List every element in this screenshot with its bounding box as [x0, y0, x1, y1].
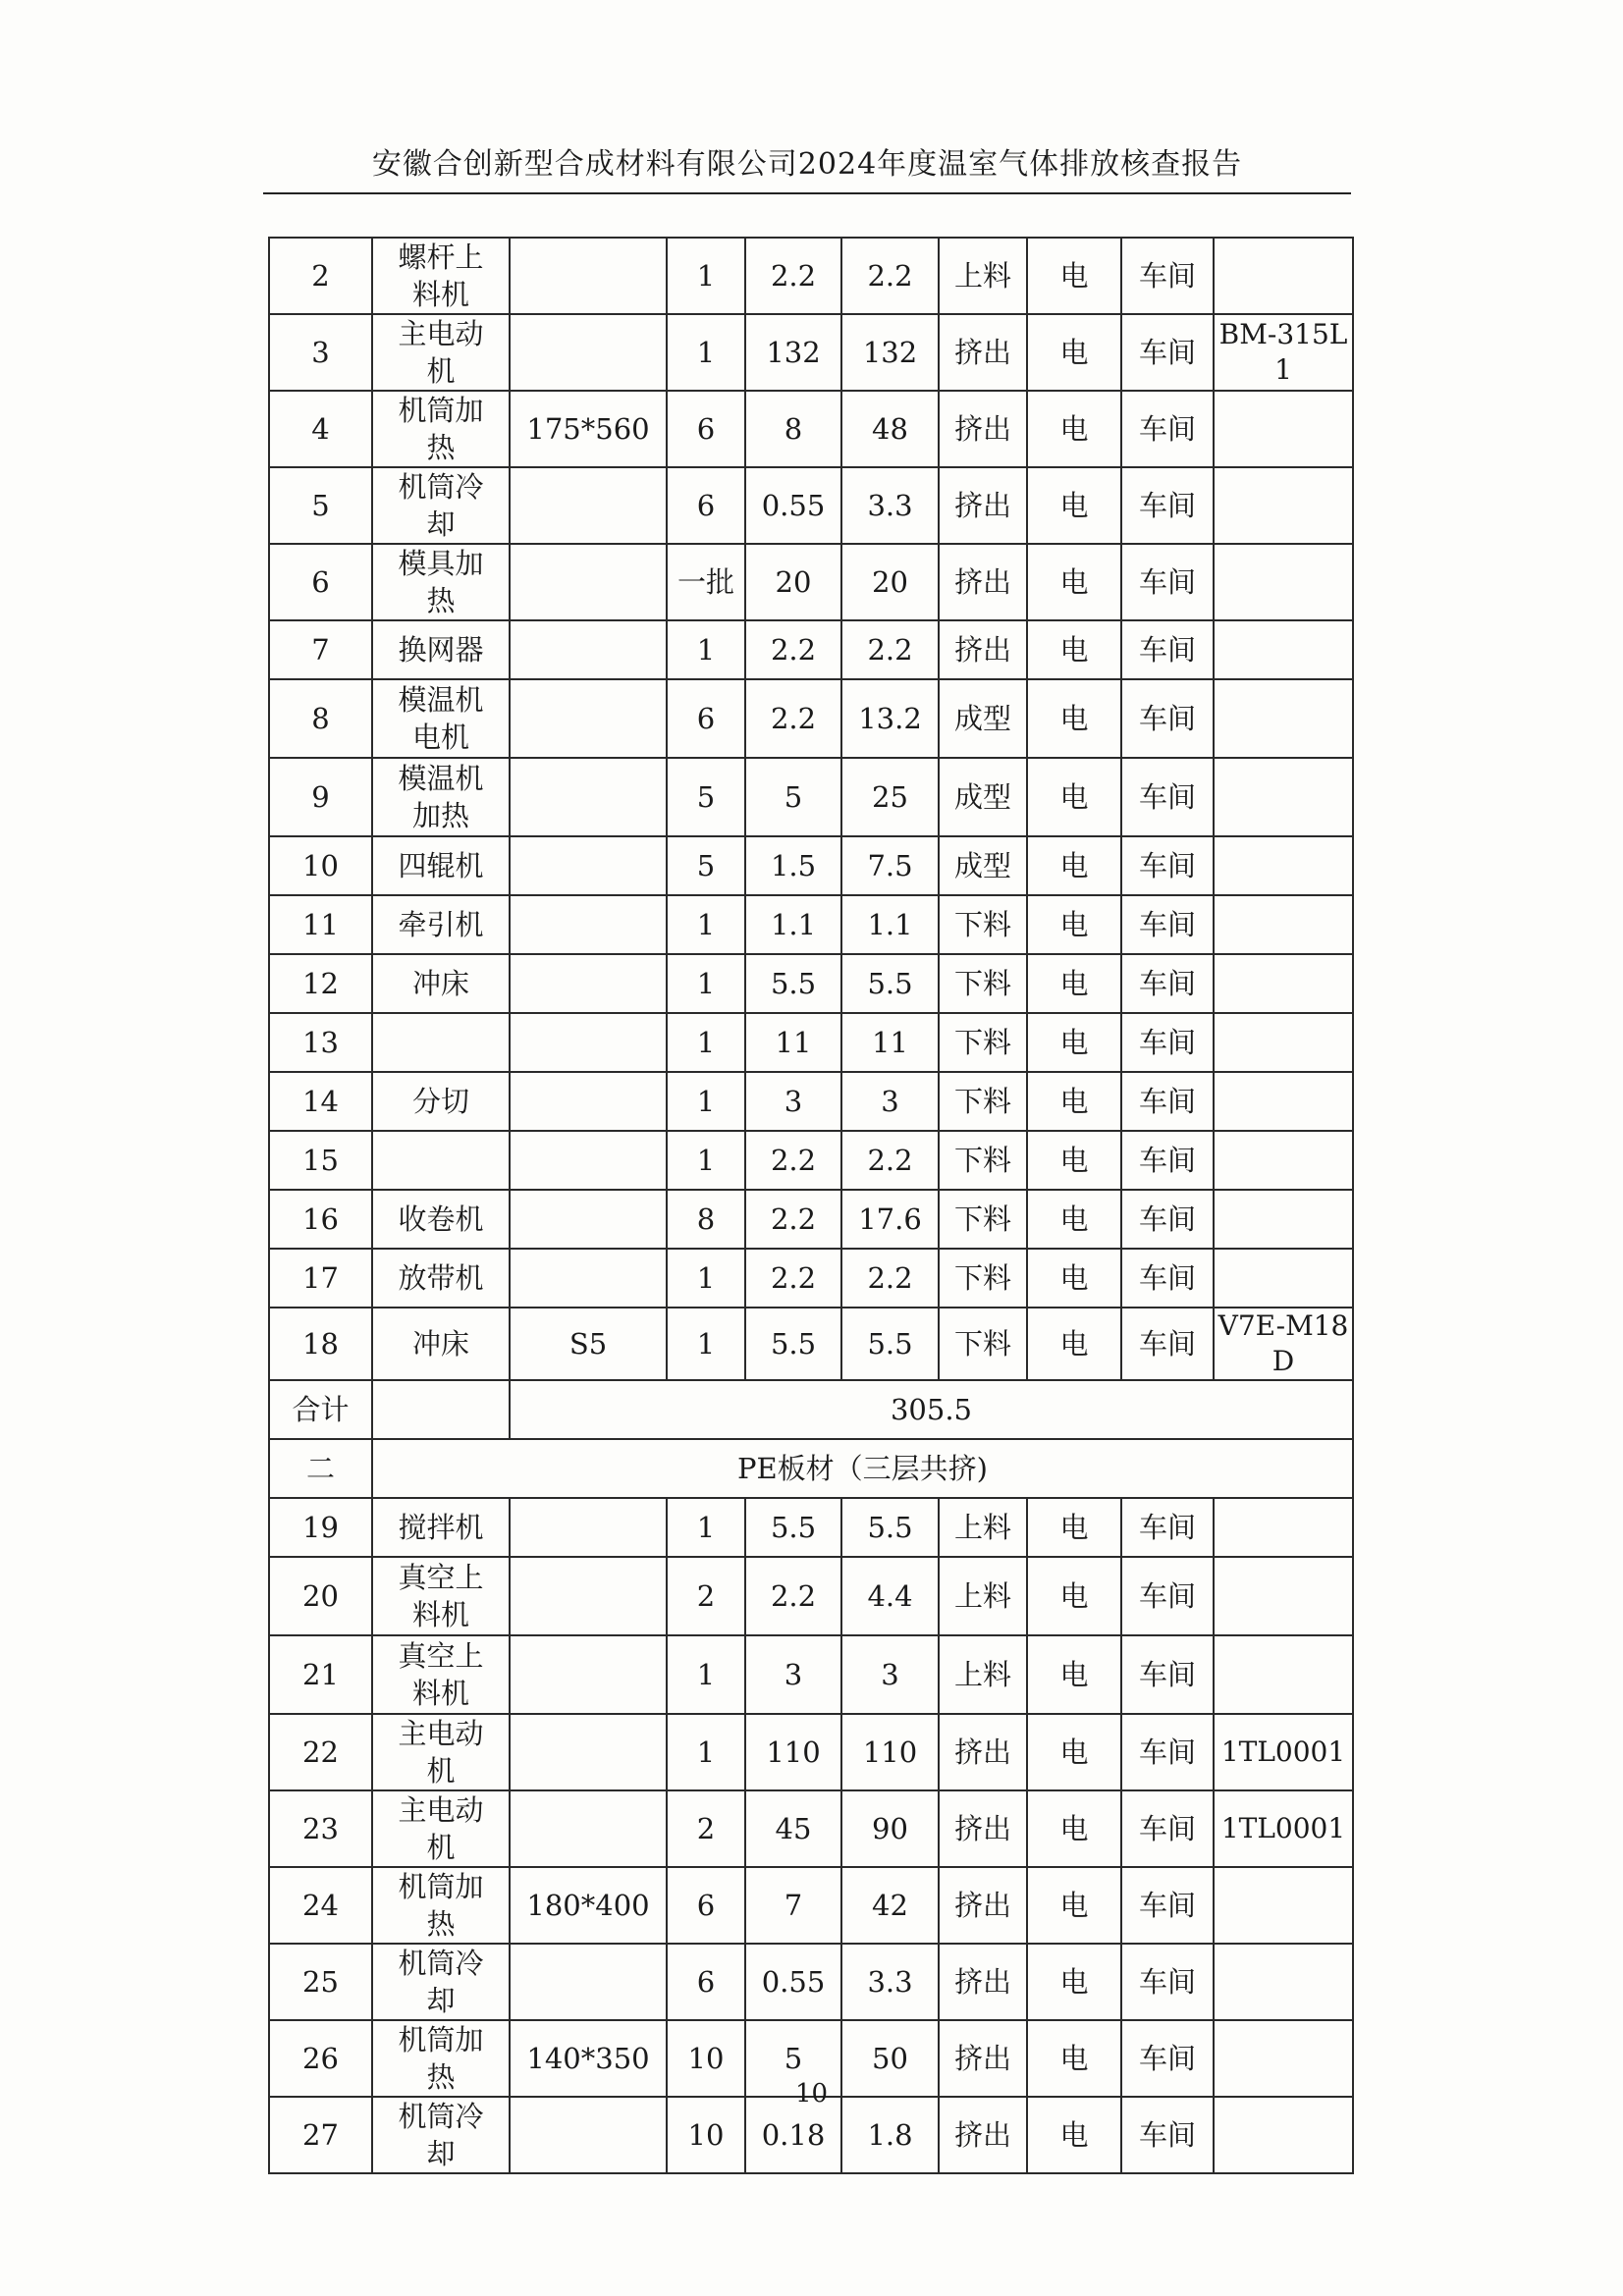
cell-name: 机筒加热: [372, 2020, 510, 2097]
cell-process: 上料: [939, 1498, 1027, 1557]
cell-spec: 140*350: [510, 2020, 667, 2097]
cell-qty: 1: [667, 1714, 745, 1790]
cell-total: 42: [841, 1867, 939, 1944]
cell-no: 15: [269, 1131, 372, 1190]
total-value: 305.5: [510, 1380, 1353, 1439]
cell-note: [1214, 1867, 1353, 1944]
cell-note: [1214, 1013, 1353, 1072]
header-divider: [263, 192, 1351, 194]
cell-spec: [510, 314, 667, 391]
cell-energy: 电: [1027, 2020, 1121, 2097]
cell-note: [1214, 758, 1353, 836]
cell-process: 挤出: [939, 1790, 1027, 1867]
cell-no: 2: [269, 238, 372, 314]
cell-energy: 电: [1027, 2097, 1121, 2173]
cell-power: 5.5: [745, 1498, 841, 1557]
cell-power: 3: [745, 1635, 841, 1714]
cell-location: 车间: [1121, 1072, 1214, 1131]
cell-name: 机筒加热: [372, 391, 510, 467]
cell-name: 主电动机: [372, 314, 510, 391]
cell-process: 挤出: [939, 1714, 1027, 1790]
cell-no: 16: [269, 1190, 372, 1249]
cell-process: 成型: [939, 679, 1027, 758]
cell-note: [1214, 1635, 1353, 1714]
cell-energy: 电: [1027, 1498, 1121, 1557]
cell-no: 9: [269, 758, 372, 836]
cell-location: 车间: [1121, 391, 1214, 467]
table-row: [269, 1498, 1353, 1557]
cell-power: 5.5: [745, 954, 841, 1013]
cell-qty: 1: [667, 238, 745, 314]
cell-location: 车间: [1121, 895, 1214, 954]
cell-process: 挤出: [939, 391, 1027, 467]
cell-power: 45: [745, 1790, 841, 1867]
cell-total: 2.2: [841, 1131, 939, 1190]
table-row: [269, 467, 1353, 544]
cell-energy: 电: [1027, 1790, 1121, 1867]
cell-process: 挤出: [939, 2020, 1027, 2097]
cell-power: 7: [745, 1867, 841, 1944]
cell-process: 下料: [939, 1308, 1027, 1380]
cell-location: 车间: [1121, 836, 1214, 895]
cell-location: 车间: [1121, 1714, 1214, 1790]
cell-energy: 电: [1027, 544, 1121, 620]
cell-spec: [510, 1790, 667, 1867]
cell-total: 48: [841, 391, 939, 467]
cell-spec: 175*560: [510, 391, 667, 467]
cell-location: 车间: [1121, 1867, 1214, 1944]
cell-qty: 6: [667, 1944, 745, 2020]
cell-note: 1TL0001: [1214, 1714, 1353, 1790]
cell-process: 下料: [939, 954, 1027, 1013]
cell-no: 27: [269, 2097, 372, 2173]
table-row: [269, 544, 1353, 620]
cell-name: 模温机加热: [372, 758, 510, 836]
cell-no: 8: [269, 679, 372, 758]
cell-qty: 6: [667, 679, 745, 758]
cell-location: 车间: [1121, 238, 1214, 314]
cell-name: 分切: [372, 1072, 510, 1131]
cell-name: 牵引机: [372, 895, 510, 954]
cell-note: [1214, 1072, 1353, 1131]
cell-process: 成型: [939, 836, 1027, 895]
cell-no: 13: [269, 1013, 372, 1072]
cell-total: 11: [841, 1013, 939, 1072]
cell-spec: [510, 1944, 667, 2020]
cell-note: [1214, 391, 1353, 467]
cell-name: 真空上料机: [372, 1635, 510, 1714]
cell-location: 车间: [1121, 1790, 1214, 1867]
cell-spec: [510, 1190, 667, 1249]
cell-qty: 8: [667, 1190, 745, 1249]
cell-qty: 1: [667, 1013, 745, 1072]
cell-name: 模温机电机: [372, 679, 510, 758]
cell-total: 3: [841, 1635, 939, 1714]
cell-energy: 电: [1027, 1013, 1121, 1072]
cell-note: [1214, 1190, 1353, 1249]
cell-power: 3: [745, 1072, 841, 1131]
cell-no: 10: [269, 836, 372, 895]
cell-name: 主电动机: [372, 1714, 510, 1790]
cell-no: 24: [269, 1867, 372, 1944]
cell-name: 换网器: [372, 620, 510, 679]
cell-total: 2.2: [841, 620, 939, 679]
table-row: [269, 679, 1353, 758]
cell-qty: 10: [667, 2097, 745, 2173]
cell-energy: 电: [1027, 954, 1121, 1013]
cell-energy: 电: [1027, 1190, 1121, 1249]
cell-total: 110: [841, 1714, 939, 1790]
section-title: PE板材（三层共挤): [372, 1439, 1353, 1498]
table-row: [269, 1867, 1353, 1944]
cell-energy: 电: [1027, 895, 1121, 954]
cell-no: 23: [269, 1790, 372, 1867]
cell-spec: [510, 679, 667, 758]
cell-name: 真空上料机: [372, 1557, 510, 1635]
cell-process: 下料: [939, 1131, 1027, 1190]
cell-total: 1.8: [841, 2097, 939, 2173]
cell-energy: 电: [1027, 1714, 1121, 1790]
cell-location: 车间: [1121, 314, 1214, 391]
cell-energy: 电: [1027, 836, 1121, 895]
cell-spec: [510, 238, 667, 314]
cell-location: 车间: [1121, 1249, 1214, 1308]
cell-power: 110: [745, 1714, 841, 1790]
cell-qty: 5: [667, 758, 745, 836]
cell-no: 12: [269, 954, 372, 1013]
cell-location: 车间: [1121, 544, 1214, 620]
table-row: [269, 1013, 1353, 1072]
cell-energy: 电: [1027, 1944, 1121, 2020]
total-empty-cell: [372, 1380, 510, 1439]
cell-location: 车间: [1121, 1498, 1214, 1557]
cell-process: 上料: [939, 1557, 1027, 1635]
cell-spec: [510, 1072, 667, 1131]
cell-spec: [510, 954, 667, 1013]
cell-total: 2.2: [841, 1249, 939, 1308]
cell-name: 放带机: [372, 1249, 510, 1308]
cell-no: 17: [269, 1249, 372, 1308]
cell-spec: [510, 467, 667, 544]
cell-power: 2.2: [745, 1249, 841, 1308]
cell-location: 车间: [1121, 954, 1214, 1013]
cell-power: 20: [745, 544, 841, 620]
cell-location: 车间: [1121, 2020, 1214, 2097]
cell-qty: 6: [667, 391, 745, 467]
table-row: [269, 238, 1353, 314]
section-number: 二: [269, 1439, 372, 1498]
cell-energy: 电: [1027, 620, 1121, 679]
cell-power: 0.18: [745, 2097, 841, 2173]
cell-process: 下料: [939, 1072, 1027, 1131]
table-row: [269, 1790, 1353, 1867]
table-row: [269, 1714, 1353, 1790]
total-row: [269, 1380, 1353, 1439]
cell-total: 25: [841, 758, 939, 836]
table-row: [269, 1249, 1353, 1308]
cell-energy: 电: [1027, 1131, 1121, 1190]
cell-qty: 一批: [667, 544, 745, 620]
cell-energy: 电: [1027, 238, 1121, 314]
cell-energy: 电: [1027, 1867, 1121, 1944]
cell-spec: [510, 1557, 667, 1635]
equipment-table-body: [269, 238, 1353, 2173]
cell-note: [1214, 1131, 1353, 1190]
cell-energy: 电: [1027, 758, 1121, 836]
cell-location: 车间: [1121, 1635, 1214, 1714]
cell-qty: 1: [667, 314, 745, 391]
cell-spec: [510, 620, 667, 679]
cell-total: 2.2: [841, 238, 939, 314]
cell-total: 3: [841, 1072, 939, 1131]
cell-total: 3.3: [841, 467, 939, 544]
cell-location: 车间: [1121, 620, 1214, 679]
cell-name: 搅拌机: [372, 1498, 510, 1557]
cell-spec: S5: [510, 1308, 667, 1380]
cell-name: 机筒冷却: [372, 1944, 510, 2020]
cell-spec: 180*400: [510, 1867, 667, 1944]
cell-qty: 1: [667, 1308, 745, 1380]
cell-total: 132: [841, 314, 939, 391]
cell-no: 11: [269, 895, 372, 954]
cell-qty: 5: [667, 836, 745, 895]
cell-location: 车间: [1121, 1013, 1214, 1072]
cell-no: 25: [269, 1944, 372, 2020]
cell-name: 模具加热: [372, 544, 510, 620]
cell-qty: 1: [667, 1635, 745, 1714]
table-row: [269, 1190, 1353, 1249]
cell-process: 下料: [939, 1249, 1027, 1308]
cell-qty: 1: [667, 1131, 745, 1190]
cell-qty: 2: [667, 1557, 745, 1635]
cell-total: 5.5: [841, 1308, 939, 1380]
cell-process: 挤出: [939, 620, 1027, 679]
cell-spec: [510, 1013, 667, 1072]
cell-power: 2.2: [745, 679, 841, 758]
cell-location: 车间: [1121, 1190, 1214, 1249]
cell-process: 挤出: [939, 1944, 1027, 2020]
cell-no: 26: [269, 2020, 372, 2097]
cell-note: [1214, 954, 1353, 1013]
cell-note: [1214, 238, 1353, 314]
cell-power: 1.5: [745, 836, 841, 895]
equipment-table: [268, 237, 1354, 2174]
cell-total: 90: [841, 1790, 939, 1867]
cell-power: 2.2: [745, 620, 841, 679]
cell-note: [1214, 895, 1353, 954]
table-row: [269, 895, 1353, 954]
cell-process: 上料: [939, 1635, 1027, 1714]
cell-name: [372, 1013, 510, 1072]
cell-note: [1214, 620, 1353, 679]
cell-energy: 电: [1027, 314, 1121, 391]
table-row: [269, 620, 1353, 679]
cell-no: 20: [269, 1557, 372, 1635]
cell-power: 2.2: [745, 1131, 841, 1190]
cell-no: 18: [269, 1308, 372, 1380]
cell-qty: 1: [667, 1072, 745, 1131]
cell-name: 冲床: [372, 1308, 510, 1380]
cell-energy: 电: [1027, 1308, 1121, 1380]
cell-qty: 10: [667, 2020, 745, 2097]
cell-total: 5.5: [841, 954, 939, 1013]
cell-note: V7E-M18D: [1214, 1308, 1353, 1380]
cell-location: 车间: [1121, 1308, 1214, 1380]
cell-name: 机筒冷却: [372, 467, 510, 544]
page-number: 10: [794, 2079, 829, 2109]
cell-qty: 6: [667, 1867, 745, 1944]
cell-process: 挤出: [939, 2097, 1027, 2173]
cell-no: 4: [269, 391, 372, 467]
cell-energy: 电: [1027, 467, 1121, 544]
cell-total: 17.6: [841, 1190, 939, 1249]
cell-spec: [510, 836, 667, 895]
table-row: [269, 1557, 1353, 1635]
cell-location: 车间: [1121, 467, 1214, 544]
cell-total: 4.4: [841, 1557, 939, 1635]
cell-note: [1214, 1557, 1353, 1635]
cell-total: 5.5: [841, 1498, 939, 1557]
cell-note: [1214, 836, 1353, 895]
cell-no: 14: [269, 1072, 372, 1131]
cell-note: [1214, 544, 1353, 620]
cell-power: 5: [745, 2020, 841, 2097]
cell-process: 成型: [939, 758, 1027, 836]
cell-energy: 电: [1027, 1557, 1121, 1635]
cell-name: 主电动机: [372, 1790, 510, 1867]
cell-spec: [510, 1635, 667, 1714]
cell-spec: [510, 544, 667, 620]
cell-process: 下料: [939, 1190, 1027, 1249]
cell-spec: [510, 895, 667, 954]
table-row: [269, 1308, 1353, 1380]
total-label: 合计: [269, 1380, 372, 1439]
cell-total: 7.5: [841, 836, 939, 895]
cell-name: 冲床: [372, 954, 510, 1013]
cell-energy: 电: [1027, 1249, 1121, 1308]
table-row: [269, 1072, 1353, 1131]
cell-spec: [510, 758, 667, 836]
cell-spec: [510, 1249, 667, 1308]
cell-power: 11: [745, 1013, 841, 1072]
cell-name: 机筒加热: [372, 1867, 510, 1944]
cell-location: 车间: [1121, 1131, 1214, 1190]
table-row: [269, 758, 1353, 836]
cell-no: 5: [269, 467, 372, 544]
cell-energy: 电: [1027, 679, 1121, 758]
cell-note: [1214, 467, 1353, 544]
cell-note: 1TL0001: [1214, 1790, 1353, 1867]
cell-location: 车间: [1121, 758, 1214, 836]
cell-power: 5: [745, 758, 841, 836]
cell-name: 四辊机: [372, 836, 510, 895]
cell-total: 1.1: [841, 895, 939, 954]
cell-process: 上料: [939, 238, 1027, 314]
cell-location: 车间: [1121, 679, 1214, 758]
cell-power: 132: [745, 314, 841, 391]
cell-name: 机筒冷却: [372, 2097, 510, 2173]
cell-name: 螺杆上料机: [372, 238, 510, 314]
page-header-title: 安徽合创新型合成材料有限公司2024年度温室气体排放核查报告: [371, 147, 1243, 182]
cell-note: [1214, 1498, 1353, 1557]
cell-power: 5.5: [745, 1308, 841, 1380]
cell-total: 13.2: [841, 679, 939, 758]
cell-total: 3.3: [841, 1944, 939, 2020]
cell-note: [1214, 679, 1353, 758]
cell-total: 50: [841, 2020, 939, 2097]
cell-note: [1214, 1249, 1353, 1308]
cell-process: 挤出: [939, 1867, 1027, 1944]
cell-power: 1.1: [745, 895, 841, 954]
cell-total: 20: [841, 544, 939, 620]
table-row: [269, 954, 1353, 1013]
cell-location: 车间: [1121, 1944, 1214, 2020]
cell-spec: [510, 1498, 667, 1557]
cell-energy: 电: [1027, 391, 1121, 467]
cell-process: 挤出: [939, 544, 1027, 620]
cell-qty: 1: [667, 954, 745, 1013]
cell-qty: 1: [667, 620, 745, 679]
section-row: [269, 1439, 1353, 1498]
cell-no: 6: [269, 544, 372, 620]
cell-no: 3: [269, 314, 372, 391]
cell-spec: [510, 1714, 667, 1790]
cell-name: [372, 1131, 510, 1190]
cell-qty: 1: [667, 895, 745, 954]
cell-no: 19: [269, 1498, 372, 1557]
cell-note: [1214, 1944, 1353, 2020]
cell-qty: 6: [667, 467, 745, 544]
table-row: [269, 391, 1353, 467]
cell-process: 挤出: [939, 467, 1027, 544]
cell-spec: [510, 1131, 667, 1190]
cell-note: BM-315L1: [1214, 314, 1353, 391]
cell-power: 2.2: [745, 1190, 841, 1249]
cell-power: 2.2: [745, 238, 841, 314]
table-row: [269, 836, 1353, 895]
cell-qty: 1: [667, 1249, 745, 1308]
cell-process: 下料: [939, 895, 1027, 954]
cell-process: 下料: [939, 1013, 1027, 1072]
cell-no: 22: [269, 1714, 372, 1790]
table-row: [269, 314, 1353, 391]
cell-energy: 电: [1027, 1635, 1121, 1714]
cell-qty: 2: [667, 1790, 745, 1867]
table-row: [269, 1944, 1353, 2020]
cell-qty: 1: [667, 1498, 745, 1557]
cell-name: 收卷机: [372, 1190, 510, 1249]
cell-process: 挤出: [939, 314, 1027, 391]
cell-power: 0.55: [745, 1944, 841, 2020]
table-row: [269, 1131, 1353, 1190]
cell-power: 2.2: [745, 1557, 841, 1635]
table-row: [269, 1635, 1353, 1714]
cell-location: 车间: [1121, 2097, 1214, 2173]
cell-no: 21: [269, 1635, 372, 1714]
cell-energy: 电: [1027, 1072, 1121, 1131]
cell-location: 车间: [1121, 1557, 1214, 1635]
cell-power: 8: [745, 391, 841, 467]
cell-power: 0.55: [745, 467, 841, 544]
cell-no: 7: [269, 620, 372, 679]
